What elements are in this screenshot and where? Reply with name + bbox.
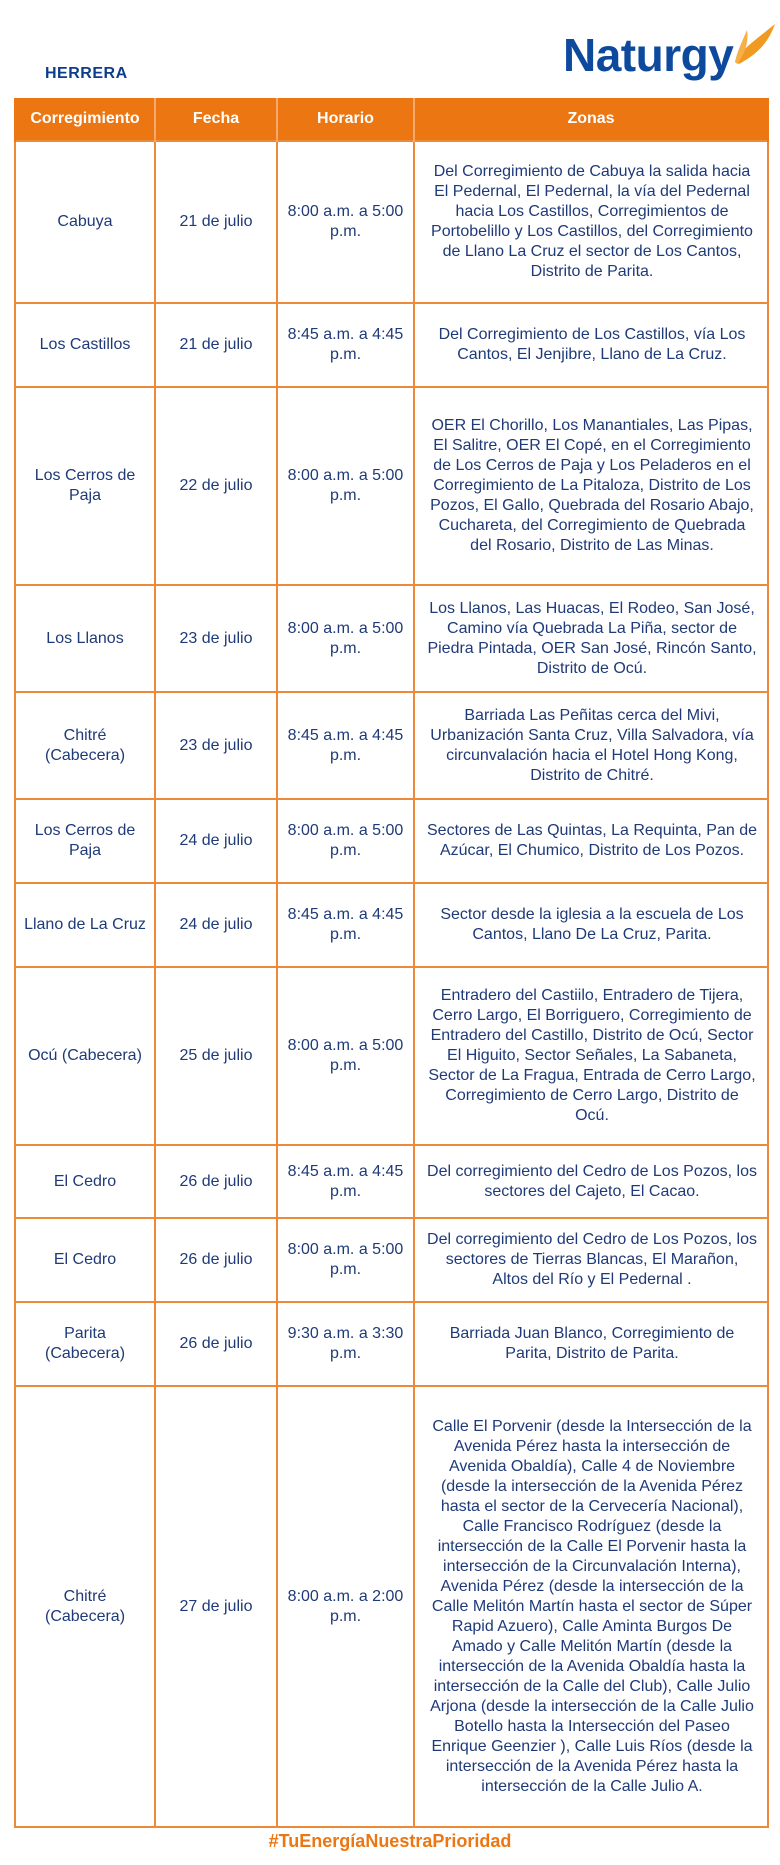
horario-cell: 8:00 a.m. a 5:00 p.m.	[277, 585, 414, 692]
table-row	[15, 1218, 768, 1302]
horario-cell: 8:00 a.m. a 5:00 p.m.	[277, 967, 414, 1145]
corregimiento-cell: Cabuya	[15, 141, 155, 303]
zonas-cell: Los Llanos, Las Huacas, El Rodeo, San José, Camino vía Quebrada La Piña, sector de Piedra Pintada, OER San José, Rincón Santo, Distrito de Ocú.	[414, 585, 768, 692]
column-header: Zonas	[414, 98, 768, 141]
corregimiento-cell: El Cedro	[15, 1145, 155, 1218]
fecha-cell: 21 de julio	[155, 141, 277, 303]
zonas-cell: Barriada Juan Blanco, Corregimiento de Parita, Distrito de Parita.	[414, 1302, 768, 1386]
horario-cell: 8:00 a.m. a 5:00 p.m.	[277, 799, 414, 883]
column-header: Fecha	[155, 98, 277, 141]
table-body	[15, 141, 768, 1827]
corregimiento-cell: Llano de La Cruz	[15, 883, 155, 967]
footer-hashtag: #TuEnergíaNuestraPrioridad	[268, 1831, 512, 1851]
table-row	[15, 967, 768, 1145]
horario-cell: 8:45 a.m. a 4:45 p.m.	[277, 692, 414, 799]
butterfly-icon	[731, 22, 777, 72]
corregimiento-cell: Chitré (Cabecera)	[15, 692, 155, 799]
corregimiento-cell: Los Cerros de Paja	[15, 387, 155, 585]
fecha-cell: 23 de julio	[155, 585, 277, 692]
zonas-cell: Del corregimiento del Cedro de Los Pozos, los sectores del Cajeto, El Cacao.	[414, 1145, 768, 1218]
table-row	[15, 141, 768, 303]
table-row	[15, 799, 768, 883]
fecha-cell: 24 de julio	[155, 883, 277, 967]
zonas-cell: Sectores de Las Quintas, La Requinta, Pan de Azúcar, El Chumico, Distrito de Los Pozos.	[414, 799, 768, 883]
zonas-cell: Sector desde la iglesia a la escuela de Los Cantos, Llano De La Cruz, Parita.	[414, 883, 768, 967]
corregimiento-cell: Los Castillos	[15, 303, 155, 387]
corregimiento-cell: El Cedro	[15, 1218, 155, 1302]
fecha-cell: 25 de julio	[155, 967, 277, 1145]
schedule-table	[14, 98, 769, 1828]
zonas-cell: Entradero del Castiilo, Entradero de Tijera, Cerro Largo, El Borriguero, Corregimiento de Entradero del Castillo, Distrito de Ocú, Sector El Higuito, Sector Señales, La Sabaneta, Sector de La Fragua, Entrada de Cerro Largo, Corregimiento de Cerro Largo, Distrito de Ocú.	[414, 967, 768, 1145]
horario-cell: 8:45 a.m. a 4:45 p.m.	[277, 1145, 414, 1218]
corregimiento-cell: Parita (Cabecera)	[15, 1302, 155, 1386]
zonas-cell: Calle El Porvenir (desde la Intersección de la Avenida Pérez hasta la intersección de Avenida Obaldía), Calle 4 de Noviembre (desde la intersección de la Avenida Pérez hasta el sector de la Cervecería Nacional), Calle Francisco Rodríguez (desde la intersección de la Calle El Porvenir hasta la intersección de la Circunvalación Interna), Avenida Pérez (desde la intersección de la Calle Melitón Martín hasta el sector de Súper Rapid Azuero), Calle Aminta Burgos De Amado y Calle Melitón Martín (desde la intersección de la Avenida Obaldía hasta la intersección de la Calle del Club), Calle Julio Arjona (desde la intersección de la Calle Julio Botello hasta la Intersección del Paseo Enrique Geenzier ), Calle Luis Ríos (desde la intersección de la Avenida Pérez hasta la intersección de la Calle Julio A.	[414, 1386, 768, 1827]
horario-cell: 9:30 a.m. a 3:30 p.m.	[277, 1302, 414, 1386]
horario-cell: 8:45 a.m. a 4:45 p.m.	[277, 303, 414, 387]
fecha-cell: 26 de julio	[155, 1145, 277, 1218]
column-header: Corregimiento	[15, 98, 155, 141]
table-row	[15, 303, 768, 387]
table-row	[15, 387, 768, 585]
brand-name: Naturgy	[563, 29, 734, 81]
fecha-cell: 26 de julio	[155, 1302, 277, 1386]
table-row	[15, 1145, 768, 1218]
zonas-cell: Barriada Las Peñitas cerca del Mivi, Urbanización Santa Cruz, Villa Salvadora, vía circunvalación hacia el Hotel Hong Kong, Distrito de Chitré.	[414, 692, 768, 799]
table-row	[15, 585, 768, 692]
zonas-cell: Del Corregimiento de Cabuya la salida hacia El Pedernal, El Pedernal, la vía del Pedernal hacia Los Castillos, Corregimientos de Portobelillo y Los Castillos, del Corregimiento de Llano La Cruz el sector de Los Cantos, Distrito de Parita.	[414, 141, 768, 303]
horario-cell: 8:00 a.m. a 5:00 p.m.	[277, 1218, 414, 1302]
table-header-row	[15, 98, 768, 141]
table-row	[15, 1386, 768, 1827]
page-header	[0, 0, 780, 98]
fecha-cell: 22 de julio	[155, 387, 277, 585]
corregimiento-cell: Los Llanos	[15, 585, 155, 692]
corregimiento-cell: Chitré (Cabecera)	[15, 1386, 155, 1827]
horario-cell: 8:00 a.m. a 5:00 p.m.	[277, 387, 414, 585]
fecha-cell: 24 de julio	[155, 799, 277, 883]
table-row	[15, 692, 768, 799]
zonas-cell: Del Corregimiento de Los Castillos, vía Los Cantos, El Jenjibre, Llano de La Cruz.	[414, 303, 768, 387]
brand-logo	[563, 22, 777, 84]
region-title: HERRERA	[45, 65, 128, 82]
horario-cell: 8:00 a.m. a 5:00 p.m.	[277, 141, 414, 303]
zonas-cell: Del corregimiento del Cedro de Los Pozos, los sectores de Tierras Blancas, El Marañon, Altos del Río y El Pedernal .	[414, 1218, 768, 1302]
column-header: Horario	[277, 98, 414, 141]
corregimiento-cell: Ocú (Cabecera)	[15, 967, 155, 1145]
fecha-cell: 26 de julio	[155, 1218, 277, 1302]
fecha-cell: 21 de julio	[155, 303, 277, 387]
fecha-cell: 27 de julio	[155, 1386, 277, 1827]
table-row	[15, 1302, 768, 1386]
horario-cell: 8:45 a.m. a 4:45 p.m.	[277, 883, 414, 967]
table-row	[15, 883, 768, 967]
horario-cell: 8:00 a.m. a 2:00 p.m.	[277, 1386, 414, 1827]
corregimiento-cell: Los Cerros de Paja	[15, 799, 155, 883]
zonas-cell: OER El Chorillo, Los Manantiales, Las Pipas, El Salitre, OER El Copé, en el Corregimiento de Los Cerros de Paja y Los Peladeros en el Corregimiento de La Pitaloza, Distrito de Los Pozos, El Gallo, Quebrada del Rosario Abajo, Cuchareta, del Corregimiento de Quebrada del Rosario, Distrito de Las Minas.	[414, 387, 768, 585]
fecha-cell: 23 de julio	[155, 692, 277, 799]
